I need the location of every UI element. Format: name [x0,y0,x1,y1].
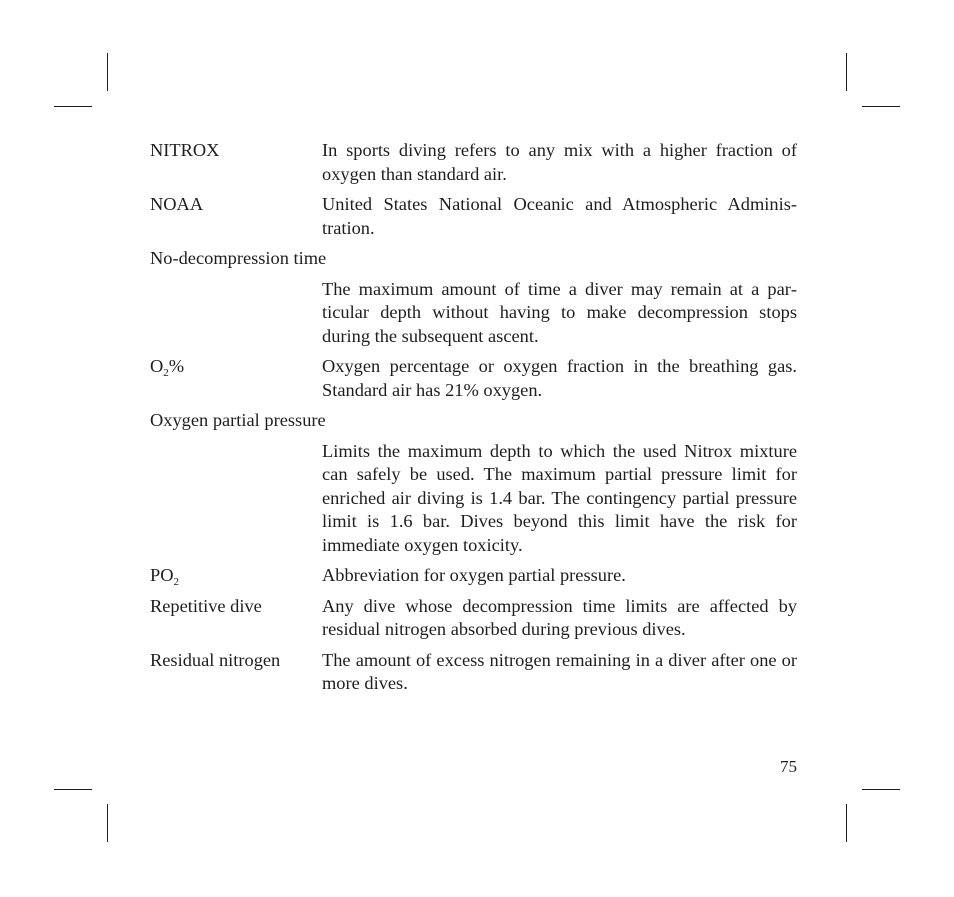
glossary-entry-repetitive-dive [150,595,797,642]
glossary-entry-oxygen-partial-pressure [150,409,797,557]
crop-mark-top-right-vertical [846,53,847,91]
glossary-term [150,564,322,588]
glossary-entry-no-decompression-time [150,247,797,348]
glossary-term: NOAA [150,194,204,214]
glossary-term: No-decompression time [150,248,327,268]
term-subscript: 2 [163,367,169,379]
glossary-list [150,139,797,703]
crop-mark-top-left-vertical [107,53,108,91]
glossary-entry-noaa [150,193,797,240]
glossary-definition: United States National Oceanic and Atmospheric Administration. [322,194,797,238]
term-subscript: 2 [173,576,180,588]
glossary-definition: Abbreviation for oxygen partial pressure. [322,565,626,585]
crop-mark-bottom-right-vertical [846,804,847,842]
glossary-entry-residual-nitrogen [150,649,797,696]
glossary-definition: Any dive whose decompression time limits are affected by residual nitrogen absorbed during previous dives. [322,595,797,639]
glossary-term: Repetitive dive [150,595,262,616]
crop-mark-bottom-right-horizontal [862,789,900,790]
term-prefix: O [150,356,164,376]
glossary-definition: Oxygen percentage or oxygen fraction in the breathing gas. Standard air has 21% oxygen. [322,356,797,400]
crop-mark-bottom-left-vertical [107,804,108,842]
glossary-entry-po2 [150,564,797,588]
crop-mark-bottom-left-horizontal [54,789,92,790]
crop-mark-top-right-horizontal [862,106,900,107]
glossary-definition: Limits the maximum depth to which the used Nitrox mixture can safely be used. The maximum partial pressure limit for enriched air diving is 1.4 bar. The contingency partial pressure limit is 1.6 bar. Dives beyond this limit have the risk for immediate oxygen toxicity. [322,440,797,555]
glossary-term: Residual nitrogen [150,649,281,670]
glossary-term [150,355,322,402]
term-suffix: % [168,356,185,376]
glossary-entry-o2-percent [150,355,797,402]
glossary-definition: In sports diving refers to any mix with a higher fraction of oxygen than standard air. [322,140,797,184]
glossary-definition: The amount of excess nitrogen remaining in a diver after one or more dives. [322,649,797,693]
glossary-entry-nitrox [150,139,797,186]
glossary-term: NITROX [150,140,220,160]
glossary-definition: The maximum amount of time a diver may remain at a particular depth without having to make decompression stops during the subsequent ascent. [322,278,797,346]
glossary-term: Oxygen partial pressure [150,410,326,430]
crop-mark-top-left-horizontal [54,106,92,107]
page-number: 75 [780,757,797,776]
term-prefix: PO [150,565,174,585]
